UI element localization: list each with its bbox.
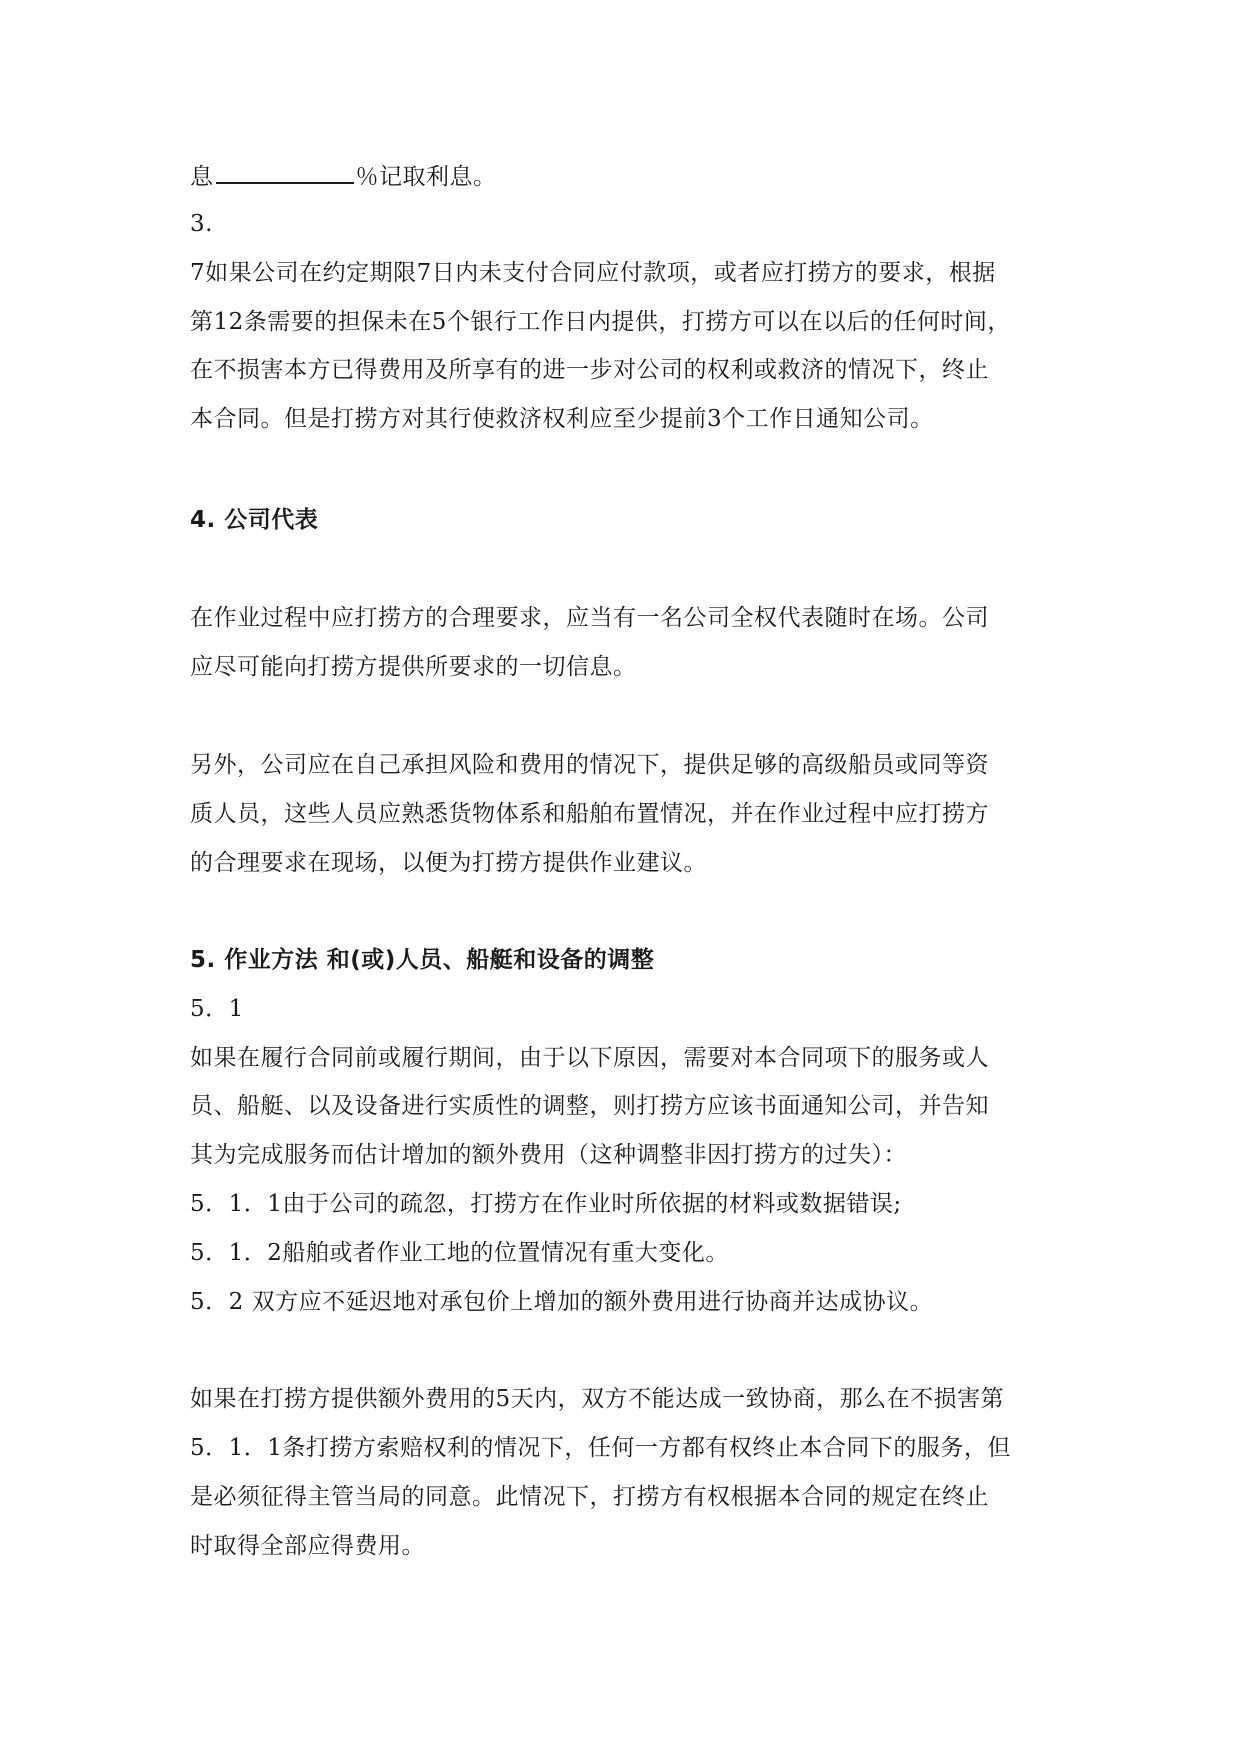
section-5-1-line-2: 员、船艇、以及设备进行实质性的调整，则打捞方应该书面通知公司，并告知 (190, 1093, 989, 1119)
interest-suffix: ％记取利息。 (355, 164, 497, 190)
section-5-1-line-1: 如果在履行合同前或履行期间，由于以下原因，需要对本合同项下的服务或人 (190, 1045, 989, 1071)
interest-rate-blank (216, 160, 354, 184)
clause-3-line-4: 本合同。但是打捞方对其行使救济权利应至少提前3个工作日通知公司。 (190, 406, 934, 432)
section-4-p1-line-2: 应尽可能向打捞方提供所要求的一切信息。 (190, 654, 637, 680)
section-5-1-number: 5．1 (190, 996, 244, 1022)
clause-number: 3. (190, 211, 213, 237)
final-paragraph-line-1: 如果在打捞方提供额外费用的5天内，双方不能达成一致协商，那么在不损害第 (190, 1386, 1005, 1412)
section-5-1-2: 5．1．2船舶或者作业工地的位置情况有重大变化。 (190, 1240, 729, 1266)
final-paragraph-line-4: 时取得全部应得费用。 (190, 1533, 425, 1559)
clause-3-line-3: 在不损害本方已得费用及所享有的进一步对公司的权利或救济的情况下，终止 (190, 357, 989, 383)
interest-line (190, 160, 1060, 192)
section-4-p2-line-1: 另外，公司应在自己承担风险和费用的情况下，提供足够的高级船员或同等资 (190, 752, 989, 778)
section-5-2: 5．2 双方应不延迟地对承包价上增加的额外费用进行协商并达成协议。 (190, 1289, 934, 1315)
section-5-heading: 5. 作业方法 和(或)人员、船艇和设备的调整 (190, 947, 655, 973)
section-4-heading: 4. 公司代表 (190, 507, 319, 533)
section-4-p1-line-1: 在作业过程中应打捞方的合理要求，应当有一名公司全权代表随时在场。公司 (190, 605, 989, 631)
clause-3-line-2: 第12条需要的担保未在5个银行工作日内提供，打捞方可以在以后的任何时间， (190, 309, 1011, 335)
section-5-1-line-3: 其为完成服务而估计增加的额外费用（这种调整非因打捞方的过失）： (190, 1142, 907, 1168)
section-4-p2-line-2: 质人员，这些人员应熟悉货物体系和船舶布置情况，并在作业过程中应打捞方 (190, 801, 989, 827)
clause-3-line-1: 7如果公司在约定期限7日内未支付合同应付款项，或者应打捞方的要求，根据 (190, 260, 996, 286)
section-4-p2-line-3: 的合理要求在现场，以便为打捞方提供作业建议。 (190, 850, 707, 876)
final-paragraph-line-3: 是必须征得主管当局的同意。此情况下，打捞方有权根据本合同的规定在终止 (190, 1484, 989, 1510)
section-5-1-1: 5．1．1由于公司的疏忽，打捞方在作业时所依据的材料或数据错误; (190, 1191, 902, 1217)
final-paragraph-line-2: 5．1．1条打捞方索赔权利的情况下，任何一方都有权终止本合同下的服务，但 (190, 1435, 1011, 1461)
interest-prefix: 息 (190, 164, 214, 190)
